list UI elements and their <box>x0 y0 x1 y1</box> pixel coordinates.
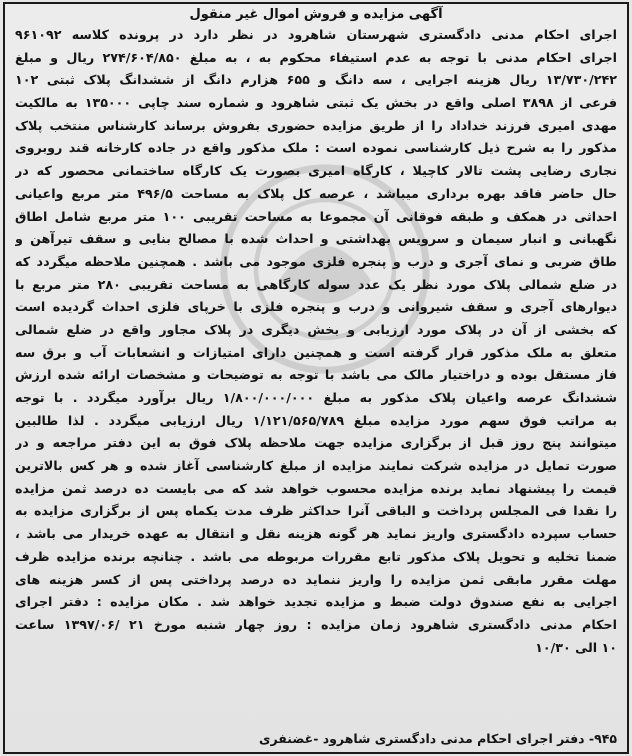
notice-body-line: احکام مدنی دادگستری شاهرود زمان مزایده : روز چهار شنبه مورخ ۲۱ /۱۳۹۷/۰۶ ساعت <box>15 616 617 632</box>
notice-body-line: اجرای احکام مدنی با توجه به عدم استیفاء محکوم به ، به مبلغ ۲۷۴/۶۰۴/۸۵۰ ریال و مبلغ <box>15 49 617 65</box>
notice-body-line: اجرای احکام مدنی دادگستری شهرستان شاهرود در نظر دارد در پرونده کلاسه ۹۶۱۰۹۲ <box>15 27 617 42</box>
notice-body-line: ۱۰ الی ۱۰/۳۰ <box>535 639 617 655</box>
notice-body-line: مهدی امیری فرزند خداداد را از طریق مزایده حضوری بفروش برساند کارشناس منتخب پلاک <box>15 117 617 133</box>
notice-body-line: مذکور را به شرح ذیل کارشناسی نموده است : ملک مذکور واقع در جاده کارخانه قند روبروی <box>15 140 617 156</box>
notice-body <box>15 24 617 659</box>
notice-border <box>3 2 629 754</box>
notice-body-line: میتوانند پنج روز قبل از برگزاری مزایده جهت ملاحظه پلاک فوق به این دفتر مراجعه و در <box>15 435 617 451</box>
notice-body-line: به مراتب فوق سهم مورد مزایده مبلغ ۱/۱۲۱/۵۶۵/۷۸۹ ریال ارزیابی میگردد . لذا طالبین <box>15 412 617 428</box>
notice-body-line: دیوارهای آجری و سقف شیروانی و درب و پنجره فلزی با خرپای فلزی احداث گردیده است <box>15 299 617 315</box>
notice-body-line: ششدانگ عرصه واعیان پلاک مذکور به مبلغ ۱/۸۰۰/۰۰۰/۰۰۰ ریال برآورد میگردد . با توجه <box>15 390 617 405</box>
notice-body-line: که بخشی از آن در پلاک مورد ارزیابی و بخش دیگری در پلاک مجاور واقع در ضلع شمالی <box>15 321 617 337</box>
notice-body-line: را نقدا فی المجلس پرداخت و الباقی آنرا حداکثر ظرف مدت یکماه پس از برگزاری مزایده به <box>15 503 617 519</box>
notice-body-line: اجرایی به نفع صندوق دولت ضبط و مزایده تجدید خواهد شد . مکان مزایده : دفتر اجرای <box>15 594 617 610</box>
notice-body-line: نگهبانی و انبار سیمان و سرویس بهداشتی و احداث شده با مصالح بنایی و سقف تیرآهن و <box>15 231 617 247</box>
notice-body-line: حساب سپرده دادگستری واریز نماید هر گونه هزینه نقل و انتقال به عهده خریدار می باشد ، <box>15 526 617 542</box>
notice-body-line: نجاری رضایی پشت تالار کاچیلا ، کارگاه امیری بصورت یک کارگاه ساختمانی محصور که در <box>15 163 617 179</box>
notice-body-line: در ضلع شمالی پلاک مورد نظر یک عدد سوله کارگاهی به مساحت تقریبی ۲۸۰ متر مربع با <box>15 276 617 292</box>
notice-body-line: احداثی در همکف و طبقه فوقانی آن مجموعا به مساحت تقریبی ۱۰۰ متر مربع شامل اطاق <box>15 208 617 224</box>
notice-body-line: ضمنا تخلیه و تحویل پلاک مذکور تابع مقررات مربوطه می باشد . چنانچه برنده مزایده ظرف <box>15 548 617 564</box>
notice-body-line: قیمت را پیشنهاد نماید برنده مزایده محسوب خواهد شد که می بایست ده درصد ثمن مزایده <box>15 480 617 496</box>
notice-body-line: مهلت مقرر مابقی ثمن مزایده را واریز ننماید ده درصد پرداختی پس از کسر هزینه های <box>15 571 617 587</box>
notice-body-line: طاق ضربی و نمای آجری و درب و پنجره فلزی موجود می باشد . همچنین ملاحظه میگردد که <box>15 253 617 269</box>
notice-body-line: فرعی از ۳۸۹۸ اصلی واقع در بخش یک ثبتی شاهرود و شماره سند چاپی ۱۳۵۰۰۰ به مالکیت <box>15 95 617 111</box>
notice-body-line: ۱۳/۷۳۰/۲۴۲ ریال هزینه اجرایی ، سه دانگ و ۶۵۵ هزارم دانگ از ششدانگ پلاک ثبتی ۱۰۲ <box>15 72 617 88</box>
notice-body-line: صورت تمایل در مزایده شرکت نمایند مزایده از مبلغ کارشناسی آغاز شده و هر کس بالاترین <box>15 458 617 474</box>
notice-body-line: حال حاضر فاقد بهره برداری میباشد ، عرصه کل پلاک به مساحت ۴۹۶/۵ متر مربع واعیانی <box>15 185 617 201</box>
notice-footer: ۹۴۵- دفتر اجرای احکام مدنی دادگستری شاهرود -غضنفری <box>259 731 617 746</box>
notice-body-line: فاز مستقل بوده و دراختیار مالک می باشد با توجه به توضیحات و مشخصات ارائه شده ارزش <box>15 367 617 383</box>
notice-body-line: متعلق به ملک مذکور قرار گرفته است و همچنین دارای امتیازات و انشعابات آب و برق سه <box>15 344 617 360</box>
notice-title: آگهی مزایده و فروش اموال غیر منقول <box>189 7 443 22</box>
